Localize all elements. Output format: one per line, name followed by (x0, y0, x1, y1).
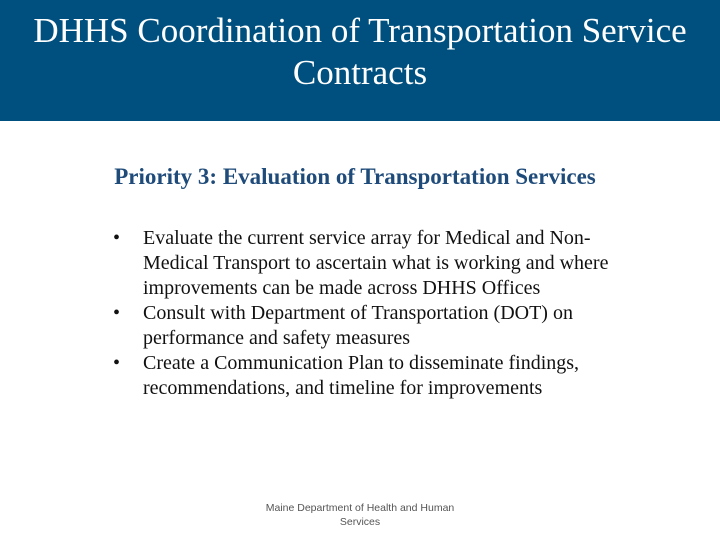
bullet-icon: • (113, 302, 121, 324)
bullet-item (113, 301, 613, 351)
bullet-text: Evaluate the current service array for Medical and Non-Medical Transport to ascertain what is working and where improvements can be made across DHHS Offices (143, 227, 609, 299)
bullet-item (113, 351, 613, 401)
bullet-icon: • (113, 352, 121, 374)
slide-title (0, 10, 720, 94)
footer (245, 501, 475, 529)
title-bar (0, 0, 720, 121)
bullet-text: Create a Communication Plan to disseminate findings, recommendations, and timeline for improvements (143, 352, 580, 399)
footer-line-2: Services (339, 516, 381, 528)
bullet-list (113, 226, 613, 401)
footer-line-1: Maine Department of Health and Human (265, 502, 455, 514)
bullet-item (113, 226, 613, 301)
slide-title-line-1: DHHS Coordination of Transportation Service (33, 11, 687, 50)
bullet-text: Consult with Department of Transportation (DOT) on performance and safety measures (143, 302, 573, 349)
bullet-icon: • (113, 227, 121, 249)
slide-title-line-2: Contracts (292, 53, 428, 92)
slide-subtitle: Priority 3: Evaluation of Transportation Services (114, 164, 596, 189)
